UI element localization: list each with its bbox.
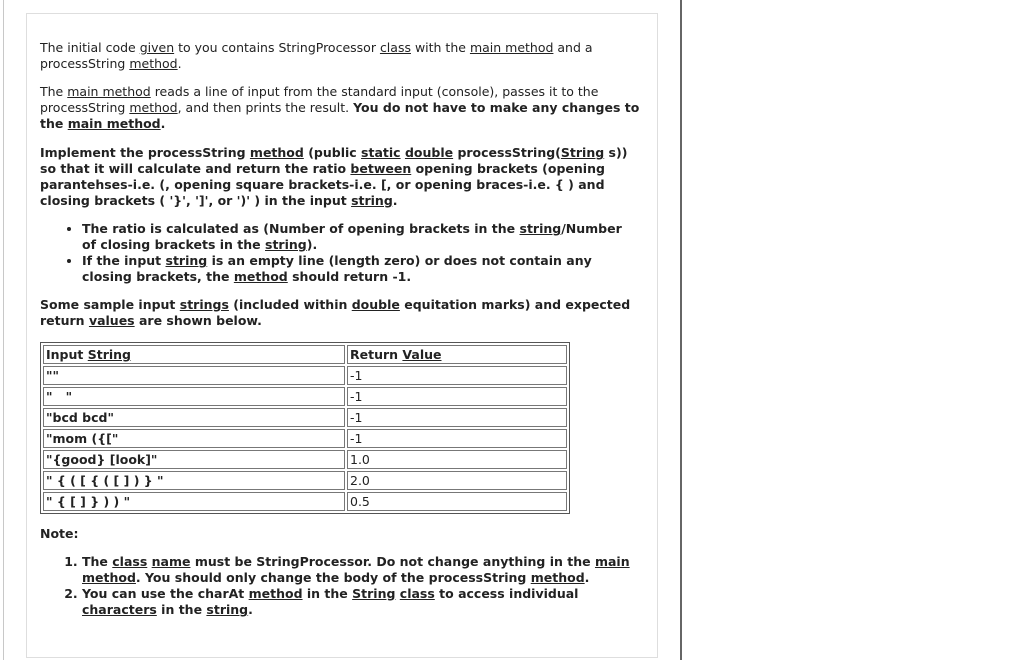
glossary-link[interactable]: main method	[82, 554, 630, 585]
glossary-link[interactable]: static	[361, 145, 401, 160]
intro-paragraph	[40, 40, 640, 72]
samples-paragraph	[40, 297, 640, 329]
text: .	[584, 570, 590, 585]
glossary-link[interactable]: class	[379, 40, 411, 55]
bold-text: You do not have to make any changes to the	[40, 100, 640, 131]
table-row	[43, 387, 567, 406]
table-row	[43, 492, 567, 511]
text: (included within	[228, 297, 352, 312]
right-divider-line	[680, 0, 682, 660]
text: The initial code	[40, 40, 140, 55]
glossary-link[interactable]: method	[129, 100, 178, 115]
return-value-header	[347, 345, 567, 364]
value-cell: -1	[347, 366, 567, 385]
input-cell: "mom ({["	[43, 429, 345, 448]
list-item	[82, 586, 640, 618]
text: .	[177, 56, 182, 71]
glossary-link[interactable]: method	[129, 56, 178, 71]
samples-table	[40, 342, 570, 514]
assignment-content	[40, 40, 640, 618]
glossary-link[interactable]: method	[530, 570, 585, 585]
requirements-list	[40, 221, 640, 285]
text: in the	[156, 602, 207, 617]
table-row	[43, 429, 567, 448]
list-item	[82, 221, 640, 253]
glossary-link[interactable]: string	[519, 221, 562, 236]
table-row	[43, 471, 567, 490]
text: You can use the charAt	[82, 586, 249, 601]
glossary-link[interactable]: method	[233, 269, 288, 284]
glossary-link[interactable]: String	[87, 347, 132, 362]
text: s)) so that it will calculate and return the ratio	[40, 145, 628, 176]
text: .	[248, 602, 253, 617]
glossary-link[interactable]: string	[351, 193, 393, 208]
text: (public	[303, 145, 362, 160]
glossary-link[interactable]: between	[350, 161, 412, 176]
main-method-paragraph	[40, 84, 640, 132]
glossary-link[interactable]: main method	[67, 84, 151, 99]
glossary-link[interactable]: double	[404, 145, 454, 160]
text: to you contains StringProcessor	[174, 40, 380, 55]
glossary-link[interactable]: given	[139, 40, 175, 55]
text: opening brackets (opening parantehses-i.e. (, opening square brackets-i.e. [, or opening braces-i.e. { ) and closing brackets ( '}', ']', or ')' ) in the input	[40, 161, 605, 208]
glossary-link[interactable]: strings	[179, 297, 229, 312]
input-cell: " { ( [ { ( [ ] ) } "	[43, 471, 345, 490]
glossary-link[interactable]: class	[112, 554, 148, 569]
implement-paragraph	[40, 145, 640, 209]
glossary-link[interactable]: name	[151, 554, 191, 569]
table-row	[43, 408, 567, 427]
glossary-link[interactable]: String	[560, 145, 605, 160]
text: to access individual	[434, 586, 579, 601]
text: . You should only change the body of the processString	[135, 570, 531, 585]
glossary-link[interactable]: method	[248, 586, 303, 601]
text: .	[392, 193, 398, 208]
glossary-link[interactable]: main method	[469, 40, 554, 55]
text: in the	[302, 586, 353, 601]
input-cell: ""	[43, 366, 345, 385]
input-cell: " { [ ] } ) ) "	[43, 492, 345, 511]
left-border-line	[3, 0, 4, 660]
text: Implement the processString	[40, 145, 250, 160]
text: The	[82, 554, 113, 569]
text: ).	[306, 237, 318, 252]
glossary-link[interactable]: String	[352, 586, 396, 601]
glossary-link[interactable]: main method	[67, 116, 161, 131]
table-row	[43, 366, 567, 385]
glossary-link[interactable]: string	[265, 237, 307, 252]
text: Return	[350, 347, 403, 362]
value-cell: -1	[347, 387, 567, 406]
list-item	[82, 554, 640, 586]
glossary-link[interactable]: characters	[82, 602, 157, 617]
input-cell: "{good} [look]"	[43, 450, 345, 469]
glossary-link[interactable]: Value	[402, 347, 442, 362]
glossary-link[interactable]: values	[88, 313, 135, 328]
text: If the input	[82, 253, 166, 268]
value-cell: 0.5	[347, 492, 567, 511]
text: and a processString	[40, 40, 593, 71]
text: reads a line of input from the standard input (console), passes it to the processString	[40, 84, 599, 115]
text: Input	[46, 347, 88, 362]
text: are shown below.	[134, 313, 262, 328]
text: must be StringProcessor. Do not change anything in the	[190, 554, 595, 569]
input-cell: "bcd bcd"	[43, 408, 345, 427]
text: should return -1.	[287, 269, 412, 284]
glossary-link[interactable]: double	[351, 297, 400, 312]
text: The ratio is calculated as (Number of opening brackets in the	[82, 221, 520, 236]
text: processString(	[453, 145, 561, 160]
text: equitation marks) and expected return	[40, 297, 631, 328]
table-row	[43, 450, 567, 469]
note-heading: Note:	[40, 526, 79, 541]
glossary-link[interactable]: string	[165, 253, 208, 268]
text: .	[160, 116, 166, 131]
input-cell: " "	[43, 387, 345, 406]
text: /Number of closing brackets in the	[82, 221, 622, 252]
glossary-link[interactable]: method	[249, 145, 304, 160]
text: Some sample input	[40, 297, 180, 312]
text: The	[40, 84, 68, 99]
text: with the	[410, 40, 470, 55]
glossary-link[interactable]: string	[206, 602, 249, 617]
value-cell: 2.0	[347, 471, 567, 490]
value-cell: 1.0	[347, 450, 567, 469]
glossary-link[interactable]: class	[399, 586, 435, 601]
table-header-row	[43, 345, 567, 364]
input-string-header	[43, 345, 345, 364]
text: , and then prints the result.	[177, 100, 354, 115]
value-cell: -1	[347, 408, 567, 427]
text: is an empty line (length zero) or does not contain any closing brackets, the	[82, 253, 592, 284]
notes-list	[40, 554, 640, 618]
list-item	[82, 253, 640, 285]
value-cell: -1	[347, 429, 567, 448]
